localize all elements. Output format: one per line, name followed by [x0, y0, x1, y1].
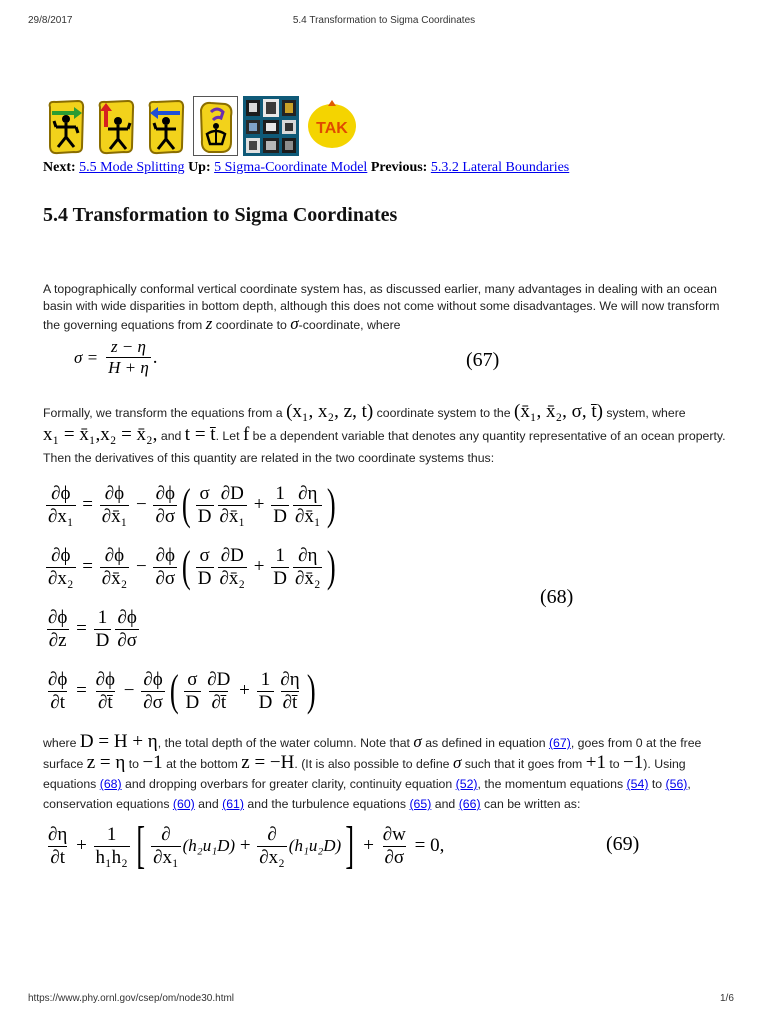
equation-69-number: (69) — [606, 833, 640, 855]
ref-eq-66[interactable]: (66) — [458, 797, 481, 811]
p2-text-4: and — [157, 429, 185, 443]
tak-logo-icon — [304, 98, 360, 154]
eq68-r3-b-num: ∂ϕ — [117, 606, 137, 628]
p3-t8: such that it goes from — [461, 757, 586, 771]
eq68-r4-d-num: ∂D — [207, 668, 231, 690]
eq68-r2-e-num: 1 — [275, 544, 285, 566]
eq68-r2-c-num: σ — [199, 544, 210, 566]
p2-text-3: system, where — [602, 406, 686, 420]
eq67-fraction — [106, 337, 151, 378]
eq68-r2-a-num: ∂ϕ — [104, 544, 125, 566]
eq69-row: $\frac{\partial\eta}{\partial t}$ + $\frac{1}{\text{h₁h₂}}$ [ $\frac{\partial}{\text{∂x₁}}$ (h₂u₁D) + $\frac{\partial}{\text{∂x₂}}$ (h₁u₂D) ] + $\frac{\partial w}{\partial\sigma}$ = 0, — [48, 817, 445, 874]
p3-plus-one: +1 — [585, 752, 606, 773]
eq68-r4-b-den: ∂σ — [143, 691, 163, 713]
eq68-r3-lhs-den: ∂z — [48, 629, 67, 651]
eq67-lhs: σ = — [74, 347, 99, 367]
p2-text-5: . Let — [215, 429, 243, 443]
eq68-r4-e-num: 1 — [260, 668, 271, 690]
eq68-r4-b-num: ∂ϕ — [143, 668, 163, 690]
eq68-r1-a-den: ∂x̄₁ — [101, 505, 128, 527]
contents-button[interactable] — [193, 96, 238, 156]
print-url: https://www.phy.ornl.gov/csep/om/node30.html — [28, 993, 235, 1004]
eq68-r2-lhs-num: ∂ϕ — [51, 544, 71, 566]
p3-t11: and dropping overbars for greater clarity, continuity equation — [121, 777, 456, 791]
p3-sigma-1: σ — [413, 732, 422, 751]
eq69-e-num: ∂w — [382, 823, 406, 845]
p3-t4: , goes from 0 at the free surface — [43, 736, 702, 771]
p2-text-6: be a dependent variable that denotes any quantity representative of an ocean property. Then the derivatives of this quantity are related in the two coordinate systems thus: — [43, 429, 726, 465]
index-button[interactable] — [243, 96, 299, 156]
intro-paragraph — [43, 281, 727, 334]
eq68-r4-c-den: D — [185, 691, 200, 713]
up-label: Up: — [188, 160, 211, 175]
print-title: 5.4 Transformation to Sigma Coordinates — [292, 15, 476, 26]
p3-minus-one: −1 — [142, 752, 163, 773]
p3-minus-one-2: −1 — [623, 752, 644, 773]
eq69-d-den: ∂x₂ — [259, 846, 285, 868]
eq68-r4-a-num: ∂ϕ — [95, 668, 115, 690]
eq68-r1-f-den: ∂x̄₁ — [294, 505, 321, 527]
eq68-r1-f-num: ∂η — [298, 482, 318, 504]
eq68-r1-lhs-num: ∂ϕ — [51, 482, 71, 504]
p3-t15: and — [194, 797, 223, 811]
eq69-a-den: ∂t — [50, 846, 65, 868]
ref-eq-52[interactable]: (52) — [455, 777, 478, 791]
next-label: Next: — [43, 160, 76, 175]
eq67-denominator: H + η — [108, 358, 149, 377]
eq69-b-num: 1 — [106, 823, 117, 845]
next-button[interactable] — [43, 96, 88, 156]
p3-t7: . (It is also possible to define — [294, 757, 453, 771]
p3-t2: , the total depth of the water column. Note that — [157, 736, 414, 750]
eq68-r3-b-den: ∂σ — [117, 629, 137, 651]
tak-logo-text: TAK — [316, 120, 348, 137]
eq68-r1-e-den: D — [273, 505, 287, 527]
eq68-r4-e-den: D — [258, 691, 273, 713]
ref-eq-67[interactable]: (67) — [548, 736, 571, 750]
sigma-symbol: σ — [290, 314, 299, 333]
previous-link[interactable]: 5.3.2 Lateral Boundaries — [430, 160, 570, 175]
previous-label: Previous: — [370, 160, 428, 175]
up-arrow-icon — [94, 97, 138, 155]
eq68-row-x2: $\frac{\partial\phi}{\text{∂x₂}}$ = $\frac{\partial\phi}{\text{∂x̄₂}}$ − $\frac{\partial\phi}{\partial\sigma}$ ( $\frac{\sigma}{D}$ $\frac{\partial D}{\text{∂x̄₂}}$ + $\frac{1}{D}$ $\frac{\partial\eta}{\text{∂x̄₂}}$ ) — [48, 542, 337, 591]
contents-figure-icon — [195, 98, 237, 154]
eq68-row-t: $\frac{\partial\phi}{\partial t}$ = $\frac{\partial\phi}{\partial t̄}$ − $\frac{\partial\phi}{\partial\sigma}$ ( $\frac{\sigma}{D}$ $\frac{\partial D}{\partial t̄}$ + $\frac{1}{D}$ $\frac{\partial\eta}{\partial t̄}$ ) — [48, 666, 316, 715]
eq69-b-den: h₁h₂ — [95, 846, 128, 868]
eq67-numerator: z − η — [110, 337, 146, 356]
previous-button[interactable] — [143, 96, 188, 156]
p3-bottom-eq: z = −H — [241, 752, 295, 773]
intro-text-b: coordinate to — [212, 318, 291, 332]
nav-icon-bar — [43, 96, 360, 156]
eq69-flux-2: (h₁u₂D) — [288, 836, 342, 855]
p2-x1-relation: x₁ = x̄₁, — [43, 424, 101, 445]
p2-t-relation: t = t̄ — [184, 424, 216, 445]
ref-eq-65[interactable]: (65) — [409, 797, 432, 811]
index-tiles-icon — [243, 96, 299, 156]
eq68-r1-d-den: ∂x̄₁ — [219, 505, 246, 527]
eq68-r4-d-den: ∂t̄ — [211, 691, 227, 713]
p3-t16: and the turbulence equations — [244, 797, 410, 811]
eq68-r4-f-den: ∂t̄ — [282, 691, 298, 713]
eq68-r1-d-num: ∂D — [220, 482, 244, 504]
tak-logo-button[interactable] — [304, 96, 360, 156]
intro-text-a: A topographically conformal vertical coordinate system has, as discussed earlier, many advantages in dealing with an ocean basin with wide disparities in bottom depth, although this does not come without some disadvantages. We will now transform the governing equations from — [43, 282, 720, 332]
eq68-r2-d-num: ∂D — [220, 544, 244, 566]
p2-x2-relation: x₂ = x̄₂, — [100, 424, 158, 445]
equation-67-number: (67) — [466, 349, 500, 371]
eq68-r2-f-num: ∂η — [298, 544, 318, 566]
eq69-flux-1: (h₂u₁D) — [182, 836, 236, 855]
eq68-r1-b-den: ∂σ — [155, 505, 176, 527]
eq68-r4-f-num: ∂η — [280, 668, 300, 690]
eq68-r2-c-den: D — [197, 567, 212, 589]
eq68-r2-b-den: ∂σ — [155, 567, 176, 589]
next-link[interactable]: 5.5 Mode Splitting — [79, 160, 185, 175]
up-button[interactable] — [93, 96, 138, 156]
ref-eq-60[interactable]: (60) — [172, 797, 195, 811]
p2-text-1: Formally, we transform the equations from a — [43, 406, 287, 420]
eq68-r1-e-num: 1 — [275, 482, 285, 504]
equation-68-number: (68) — [540, 586, 574, 608]
previous-arrow-icon — [144, 97, 188, 155]
p3-t17: and — [431, 797, 459, 811]
eq68-r2-a-den: ∂x̄₂ — [101, 567, 128, 589]
sigma-range-paragraph — [43, 732, 727, 814]
p3-depth-eq: D = H + η — [79, 731, 158, 752]
eq68-row-z: $\frac{\partial\phi}{\partial z}$ = $\frac{1}{D}$ $\frac{\partial\phi}{\partial\sigma}$ — [48, 606, 137, 651]
transform-paragraph — [43, 401, 727, 469]
print-page-number: 1/6 — [720, 993, 734, 1004]
page-title: 5.4 Transformation to Sigma Coordinates — [43, 204, 398, 226]
eq68-r1-c-num: σ — [199, 482, 210, 504]
ref-eq-68[interactable]: (68) — [99, 777, 122, 791]
p3-free-surface-eq: z = η — [86, 752, 126, 773]
eq68-r4-c-num: σ — [187, 668, 198, 690]
next-arrow-icon — [44, 97, 88, 155]
p2-text-2: coordinate system to the — [373, 406, 515, 420]
eq68-r2-b-num: ∂ϕ — [155, 544, 175, 566]
eq68-r2-e-den: D — [273, 567, 287, 589]
eq68-r1-a-num: ∂ϕ — [104, 482, 125, 504]
breadcrumb — [43, 160, 569, 176]
eq68-r2-lhs-den: ∂x₂ — [48, 567, 74, 589]
p2-coords-original: (x₁, x₂, z, t) — [286, 401, 374, 422]
ref-eq-54[interactable]: (54) — [626, 777, 649, 791]
p3-t3: as defined in equation — [421, 736, 549, 750]
eq68-r4-lhs-den: ∂t — [50, 691, 66, 713]
eq68-r4-lhs-num: ∂ϕ — [48, 668, 68, 690]
eq69-c-num: ∂ — [161, 823, 171, 845]
print-date: 29/8/2017 — [28, 15, 73, 26]
ref-eq-61[interactable]: (61) — [222, 797, 244, 811]
p2-coords-sigma: (x̄₁, x̄₂, σ, t̄) — [514, 401, 603, 422]
p3-sigma-2: σ — [452, 753, 462, 772]
eq68-r1-lhs-den: ∂x₁ — [48, 505, 74, 527]
p3-t5: to — [125, 757, 143, 771]
eq68-r3-a-den: D — [95, 629, 110, 651]
eq68-r2-f-den: ∂x̄₂ — [294, 567, 321, 589]
eq68-r2-d-den: ∂x̄₂ — [219, 567, 246, 589]
eq68-r1-b-num: ∂ϕ — [155, 482, 175, 504]
p3-t18: can be written as: — [480, 797, 581, 811]
p3-t10: ). Using equations — [43, 757, 686, 791]
equation-68-system — [44, 474, 339, 722]
eq68-r3-a-num: 1 — [97, 606, 108, 628]
eq67-period: . — [152, 346, 158, 368]
eq68-r3-lhs-num: ∂ϕ — [48, 606, 68, 628]
z-symbol: z — [205, 314, 213, 333]
eq69-d-num: ∂ — [267, 823, 277, 845]
p3-t9: to — [605, 757, 624, 771]
eq69-a-num: ∂η — [48, 823, 68, 845]
eq68-r1-c-den: D — [197, 505, 212, 527]
equation-69 — [44, 814, 444, 878]
ref-eq-56[interactable]: (56) — [665, 777, 688, 791]
equation-67 — [74, 337, 158, 378]
eq69-c-den: ∂x₁ — [153, 846, 179, 868]
up-link[interactable]: 5 Sigma-Coordinate Model — [214, 160, 368, 175]
p3-t14: , conservation equations — [43, 777, 691, 811]
p3-t1: where — [43, 736, 80, 750]
intro-text-c: -coordinate, where — [298, 318, 401, 332]
eq68-row-x1: $\frac{\partial\phi}{\text{∂x₁}}$ = $\frac{\partial\phi}{\text{∂x̄₁}}$ − $\frac{\partial\phi}{\partial\sigma}$ ( $\frac{\sigma}{D}$ $\frac{\partial D}{\text{∂x̄₁}}$ + $\frac{1}{D}$ $\frac{\partial\eta}{\text{∂x̄₁}}$ ) — [48, 480, 337, 529]
eq69-e-den: ∂σ — [384, 846, 405, 868]
eq68-r4-a-den: ∂t̄ — [97, 691, 113, 713]
p3-t6: at the bottom — [162, 757, 242, 771]
p3-t13: to — [648, 777, 666, 791]
eq69-rhs: = 0, — [414, 835, 445, 856]
p3-t12: , the momentum equations — [477, 777, 627, 791]
p2-f-symbol: f — [242, 424, 250, 445]
